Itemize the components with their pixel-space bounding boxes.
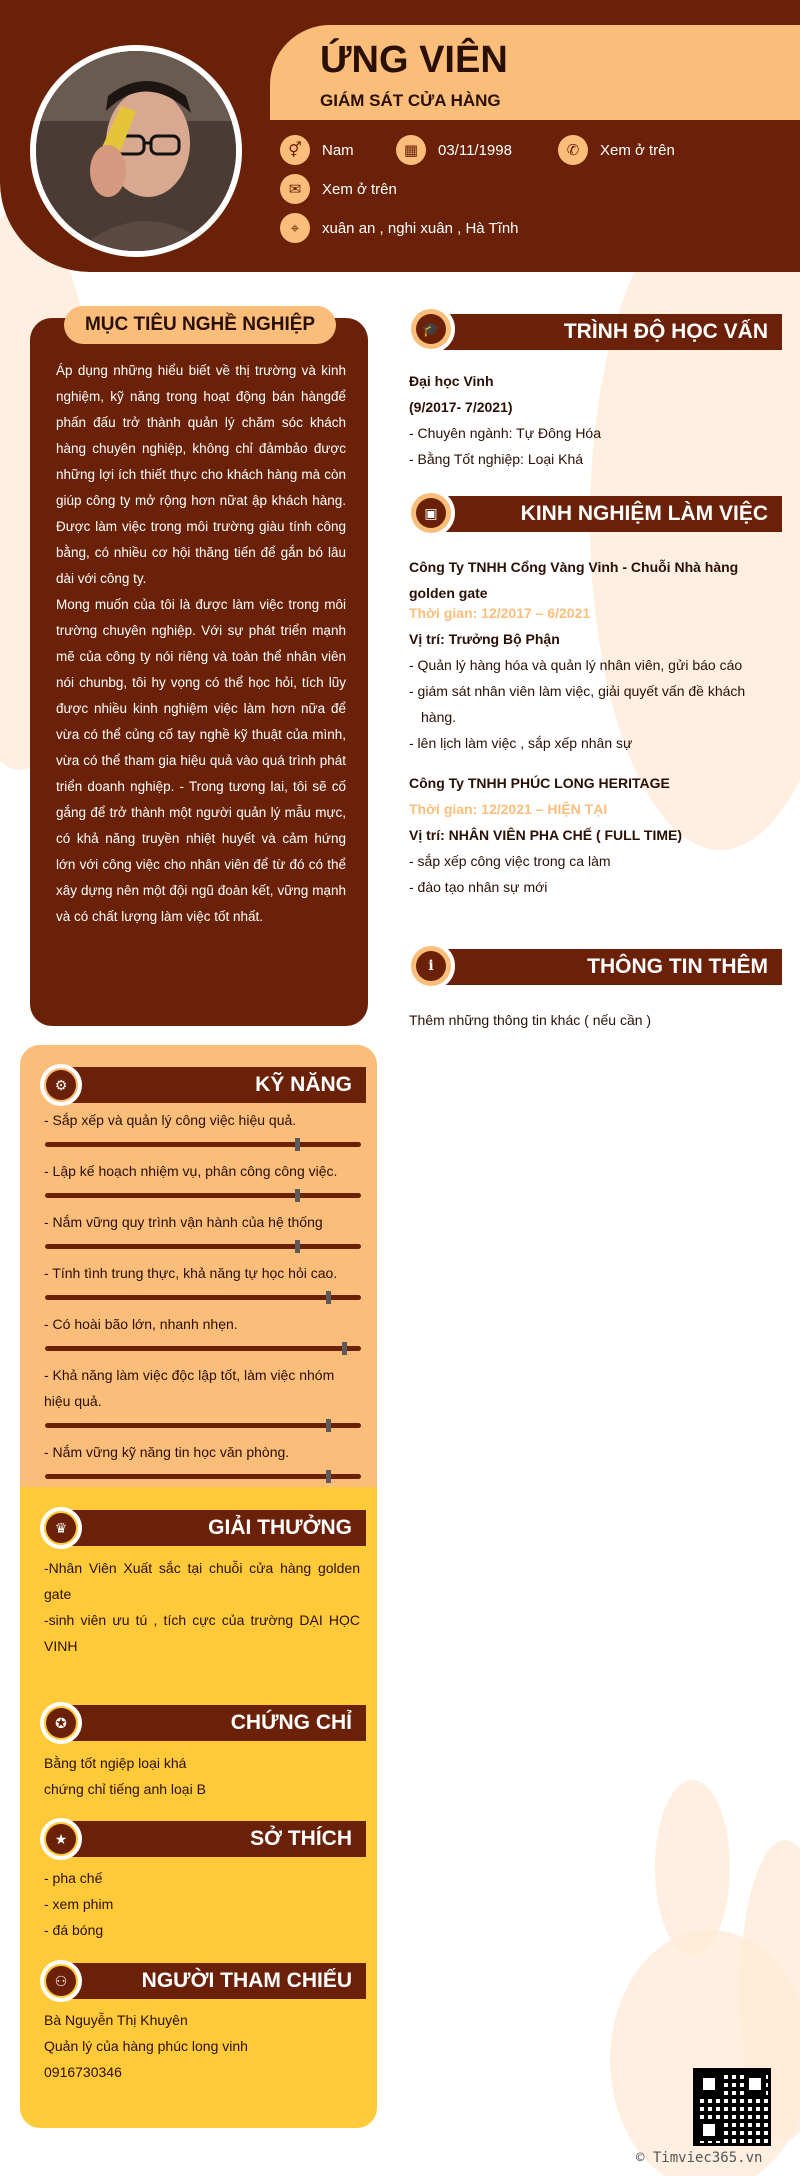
- decor-circle: [655, 1780, 730, 1955]
- briefcase-icon: ▣: [416, 498, 446, 528]
- hobby-item: - đá bóng: [44, 1922, 104, 1938]
- footer-credit: © Timviec365.vn: [636, 2150, 763, 2166]
- award-item: -Nhân Viên Xuất sắc tại chuỗi cửa hàng golden gate: [44, 1560, 360, 1602]
- references-badge: [40, 1960, 82, 2002]
- people-icon: ⚇: [46, 1966, 76, 1996]
- job-time: Thời gian: 12/2021 – HIỆN TẠI: [409, 801, 608, 817]
- skill-level-marker: [295, 1240, 300, 1253]
- skill-level-marker: [326, 1470, 331, 1483]
- skill-label: - Nắm vững quy trình vận hành của hệ thống: [44, 1214, 323, 1230]
- job-company: Công Ty TNHH Cổng Vàng Vinh - Chuỗi Nhà hàng golden gate: [409, 559, 739, 601]
- avatar-photo: [36, 51, 236, 251]
- medal-icon: ✪: [46, 1708, 76, 1738]
- job-duty: - lên lịch làm việc , sắp xếp nhân sự: [409, 735, 633, 751]
- objective-paragraph-1: Áp dụng những hiểu biết về thị trường và kinh nghiệm, kỹ năng trong hoạt động bán hàngđể phấn đấu trở thành quản lý chăm sóc khách hàng chuyên nghiệp, không chỉ đảmbảo được những lợi ích thiết thực cho khách hàng mà còn giúp công ty mở rộng hơn nữat ập khách hàng. Được làm việc trong môi trường giàu tính công bằng, có nhiều cơ hội thăng tiến để gắn bó lâu dài với công ty.: [56, 363, 346, 586]
- objective-section: [30, 314, 368, 1026]
- qr-corner: [744, 2073, 766, 2095]
- education-degree: - Bằng Tốt nghiệp: Loại Khá: [409, 451, 584, 467]
- skill-level-bar: [45, 1193, 361, 1198]
- education-major: - Chuyên ngành: Tự Đông Hóa: [409, 425, 602, 441]
- gear-icon: ⚙: [46, 1070, 76, 1100]
- certificate-item: chứng chỉ tiếng anh loại B: [44, 1781, 206, 1797]
- contact-email: [280, 174, 397, 204]
- skill-level-bar: [45, 1346, 361, 1351]
- experience-badge: [407, 489, 455, 537]
- reference-phone: 0916730346: [44, 2064, 122, 2080]
- location-icon: ⌖: [280, 213, 310, 243]
- education-school: Đại học Vinh: [409, 373, 494, 389]
- skills-badge: [40, 1064, 82, 1106]
- certificate-item: Bằng tốt ngiệp loại khá: [44, 1755, 187, 1771]
- job-role: Vị trí: Trưởng Bộ Phận: [409, 631, 560, 647]
- hobby-item: - xem phim: [44, 1896, 114, 1912]
- job-duty: - Quản lý hàng hóa và quản lý nhân viên, gửi báo cáo: [409, 657, 743, 673]
- info-icon: i: [416, 951, 446, 981]
- skill-level-marker: [326, 1419, 331, 1432]
- reference-name: Bà Nguyễn Thị Khuyên: [44, 2012, 188, 2028]
- trophy-icon: ♛: [46, 1513, 76, 1543]
- more-info-title: THÔNG TIN THÊM: [432, 949, 782, 985]
- gender-icon: ⚥: [280, 135, 310, 165]
- skill-level-bar: [45, 1474, 361, 1479]
- name-band: [270, 25, 800, 120]
- email-icon: ✉: [280, 174, 310, 204]
- skill-level-marker: [295, 1189, 300, 1202]
- reference-role: Quản lý của hàng phúc long vinh: [44, 2038, 248, 2054]
- candidate-name: ỨNG VIÊN: [320, 39, 508, 81]
- skill-label: - Khả năng làm việc độc lập tốt, làm việc nhóm hiệu quả.: [44, 1367, 335, 1409]
- skill-level-bar: [45, 1244, 361, 1249]
- email-value: Xem ở trên: [322, 180, 397, 198]
- skill-level-bar: [45, 1142, 361, 1147]
- skill-level-marker: [342, 1342, 347, 1355]
- references-title: NGƯỜI THAM CHIẾU: [60, 1963, 366, 1999]
- skill-label: - Lập kế hoạch nhiệm vụ, phân công công việc.: [44, 1163, 338, 1179]
- skill-level-marker: [295, 1138, 300, 1151]
- contact-gender: [280, 135, 354, 165]
- skill-level-marker: [326, 1291, 331, 1304]
- certificates-title: CHỨNG CHỈ: [60, 1705, 366, 1741]
- contact-address: [280, 213, 519, 243]
- hobbies-title: SỞ THÍCH: [60, 1821, 366, 1857]
- objective-paragraph-2: Mong muốn của tôi là được làm việc trong môi trường chuyên nghiệp. Với sự phát triển mạnh mẽ của công ty nói riêng và toàn thể nhân viên nói chunbg, tôi hy vọng có thể học hỏi, tích lũy được nhiều kinh nghiệm việc làm hơn nữa để vừa có thể củng cố tay nghề kỹ thuật của mình, vừa có thể tham gia hiệu quả vào quá trình phát triển doanh nghiệp. - Trong tương lai, tôi sẽ cố gắng để trở thành một người quản lý mẫu mực, có khả năng truyền nhiệt huyết và cảm hứng lớn với công việc cho nhân viên để từ đó có thể xây dựng nên một đội ngũ đoàn kết, vững mạnh và có chất lượng làm việc tốt nhất.: [56, 597, 346, 924]
- qr-corner: [698, 2119, 720, 2141]
- hobbies-badge: [40, 1818, 82, 1860]
- job-time: Thời gian: 12/2017 – 6/2021: [409, 605, 591, 621]
- awards-badge: [40, 1507, 82, 1549]
- qr-corner: [698, 2073, 720, 2095]
- more-info-badge: [407, 942, 455, 990]
- job-company: Công Ty TNHH PHÚC LONG HERITAGE: [409, 775, 670, 791]
- skill-level-bar: [45, 1423, 361, 1428]
- objective-title: MỤC TIÊU NGHỀ NGHIỆP: [64, 306, 336, 344]
- contact-phone: [558, 135, 675, 165]
- education-period: (9/2017- 7/2021): [409, 399, 513, 415]
- skills-box: [20, 1045, 377, 2128]
- graduation-cap-icon: 🎓: [416, 314, 446, 344]
- awards-title: GIẢI THƯỞNG: [60, 1510, 366, 1546]
- skill-level-bar: [45, 1295, 361, 1300]
- education-badge: [407, 305, 455, 353]
- candidate-position: GIÁM SÁT CỬA HÀNG: [320, 91, 501, 110]
- contact-birthdate: [396, 135, 512, 165]
- birthdate-value: 03/11/1998: [438, 141, 512, 159]
- hobby-item: - pha chế: [44, 1870, 103, 1886]
- star-icon: ★: [46, 1824, 76, 1854]
- certificates-badge: [40, 1702, 82, 1744]
- education-title: TRÌNH ĐỘ HỌC VẤN: [432, 314, 782, 350]
- phone-icon: ✆: [558, 135, 588, 165]
- more-info-text: Thêm những thông tin khác ( nếu cần ): [409, 1012, 652, 1028]
- address-value: xuân an , nghi xuân , Hà Tĩnh: [322, 219, 519, 237]
- job-role: Vị trí: NHÂN VIÊN PHA CHẾ ( FULL TIME): [409, 827, 682, 843]
- phone-value: Xem ở trên: [600, 141, 675, 159]
- objective-text: [56, 358, 346, 930]
- job-duty: - đào tạo nhân sự mới: [409, 879, 548, 895]
- qr-code: [693, 2068, 771, 2146]
- skill-label: - Tính tình trung thực, khả năng tự học hỏi cao.: [44, 1265, 338, 1281]
- skill-label: - Có hoài bão lớn, nhanh nhẹn.: [44, 1316, 238, 1332]
- job-duty: - sắp xếp công việc trong ca làm: [409, 853, 611, 869]
- experience-title: KINH NGHIỆM LÀM VIỆC: [432, 496, 782, 532]
- skill-label: - Sắp xếp và quản lý công việc hiệu quả.: [44, 1112, 297, 1128]
- skills-title: KỸ NĂNG: [60, 1067, 366, 1103]
- skill-label: - Nắm vững kỹ năng tin học văn phòng.: [44, 1444, 290, 1460]
- award-item: -sinh viên ưu tú , tích cực của trường DẠI HỌC VINH: [44, 1612, 360, 1654]
- calendar-icon: ▦: [396, 135, 426, 165]
- job-duty: - giám sát nhân viên làm việc, giải quyết vấn đề khách hàng.: [409, 683, 746, 725]
- avatar: [30, 45, 242, 257]
- header: [0, 0, 800, 272]
- gender-value: Nam: [322, 141, 354, 159]
